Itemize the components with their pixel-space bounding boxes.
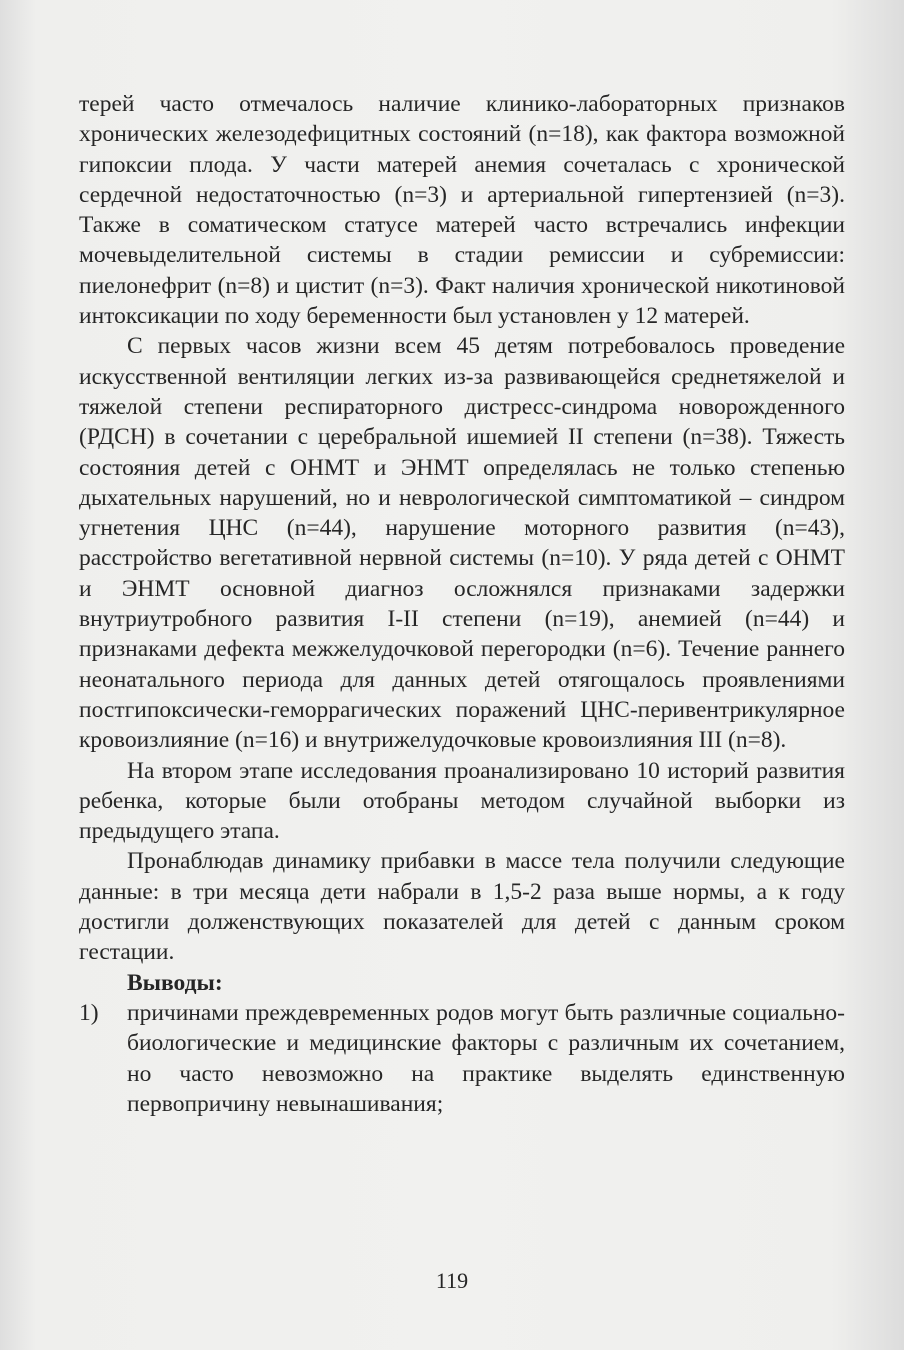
paragraph-ventilation: С первых часов жизни всем 45 детям потребовалось проведение искусственной вентиляции легких из-за развивающейся среднетяжелой и тяжелой степени респираторного дистресс-синдрома новорожденного (РДСН) в сочетании с церебральной ишемией II степени (n=38). Тяжесть состояния детей с ОНМТ и ЭНМТ определялась не только степенью дыхательных нарушений, но и неврологической симптоматикой – синдром угнетения ЦНС (n=44), нарушение моторного развития (n=43), расстройство вегетативной нервной системы (n=10). У ряда детей с ОНМТ и ЭНМТ основной диагноз осложнялся признаками задержки внутриутробного развития I-II степени (n=19), анемией (n=44) и признаками дефекта межжелудочковой перегородки (n=6). Течение раннего неонатального периода для данных детей отягощалось проявлениями постгипоксически-геморрагических поражений ЦНС-перивентрикулярное кровоизлияние (n=16) и внутрижелудочковые кровоизлияния III (n=8). <box>79 333 845 754</box>
paragraph-weight-gain: Пронаблюдав динамику прибавки в массе тела получили следующие данные: в три месяца дети набрали в 1,5-2 раза выше нормы, а к году достигли долженствующих показателей для детей с данным сроком гестации. <box>79 848 845 966</box>
paragraph-maternal-conditions: терей часто отмечалось наличие клинико-лабораторных признаков хронических железодефицитных состояний (n=18), как фактора возможной гипоксии плода. У части матерей анемия сочеталась с хронической сердечной недостаточностью (n=3) и артериальной гипертензией (n=3). Также в соматическом статусе матерей часто встречались инфекции мочевыделительной системы в стадии ремиссии и субремиссии: пиелонефрит (n=8) и цистит (n=3). Факт наличия хронической никотиновой интоксикации по ходу беременности был установлен у 12 матерей. <box>79 91 845 330</box>
conclusion-item-number: 1) <box>79 999 99 1026</box>
conclusion-item-text: причинами преждевременных родов могут быть различные социально-биологические и медицинские факторы с различным их сочетанием, но часто невозможно на практике выделять единственную первопричину невынашивания; <box>127 999 845 1117</box>
conclusion-item <box>79 998 845 1119</box>
paragraph-second-stage: На втором этапе исследования проанализировано 10 историй развития ребенка, которые были отобраны методом случайной выборки из предыдущего этапа. <box>79 757 845 845</box>
body-text <box>79 89 845 1119</box>
page-number: 119 <box>435 1268 469 1293</box>
conclusions-heading: Выводы: <box>127 969 223 996</box>
